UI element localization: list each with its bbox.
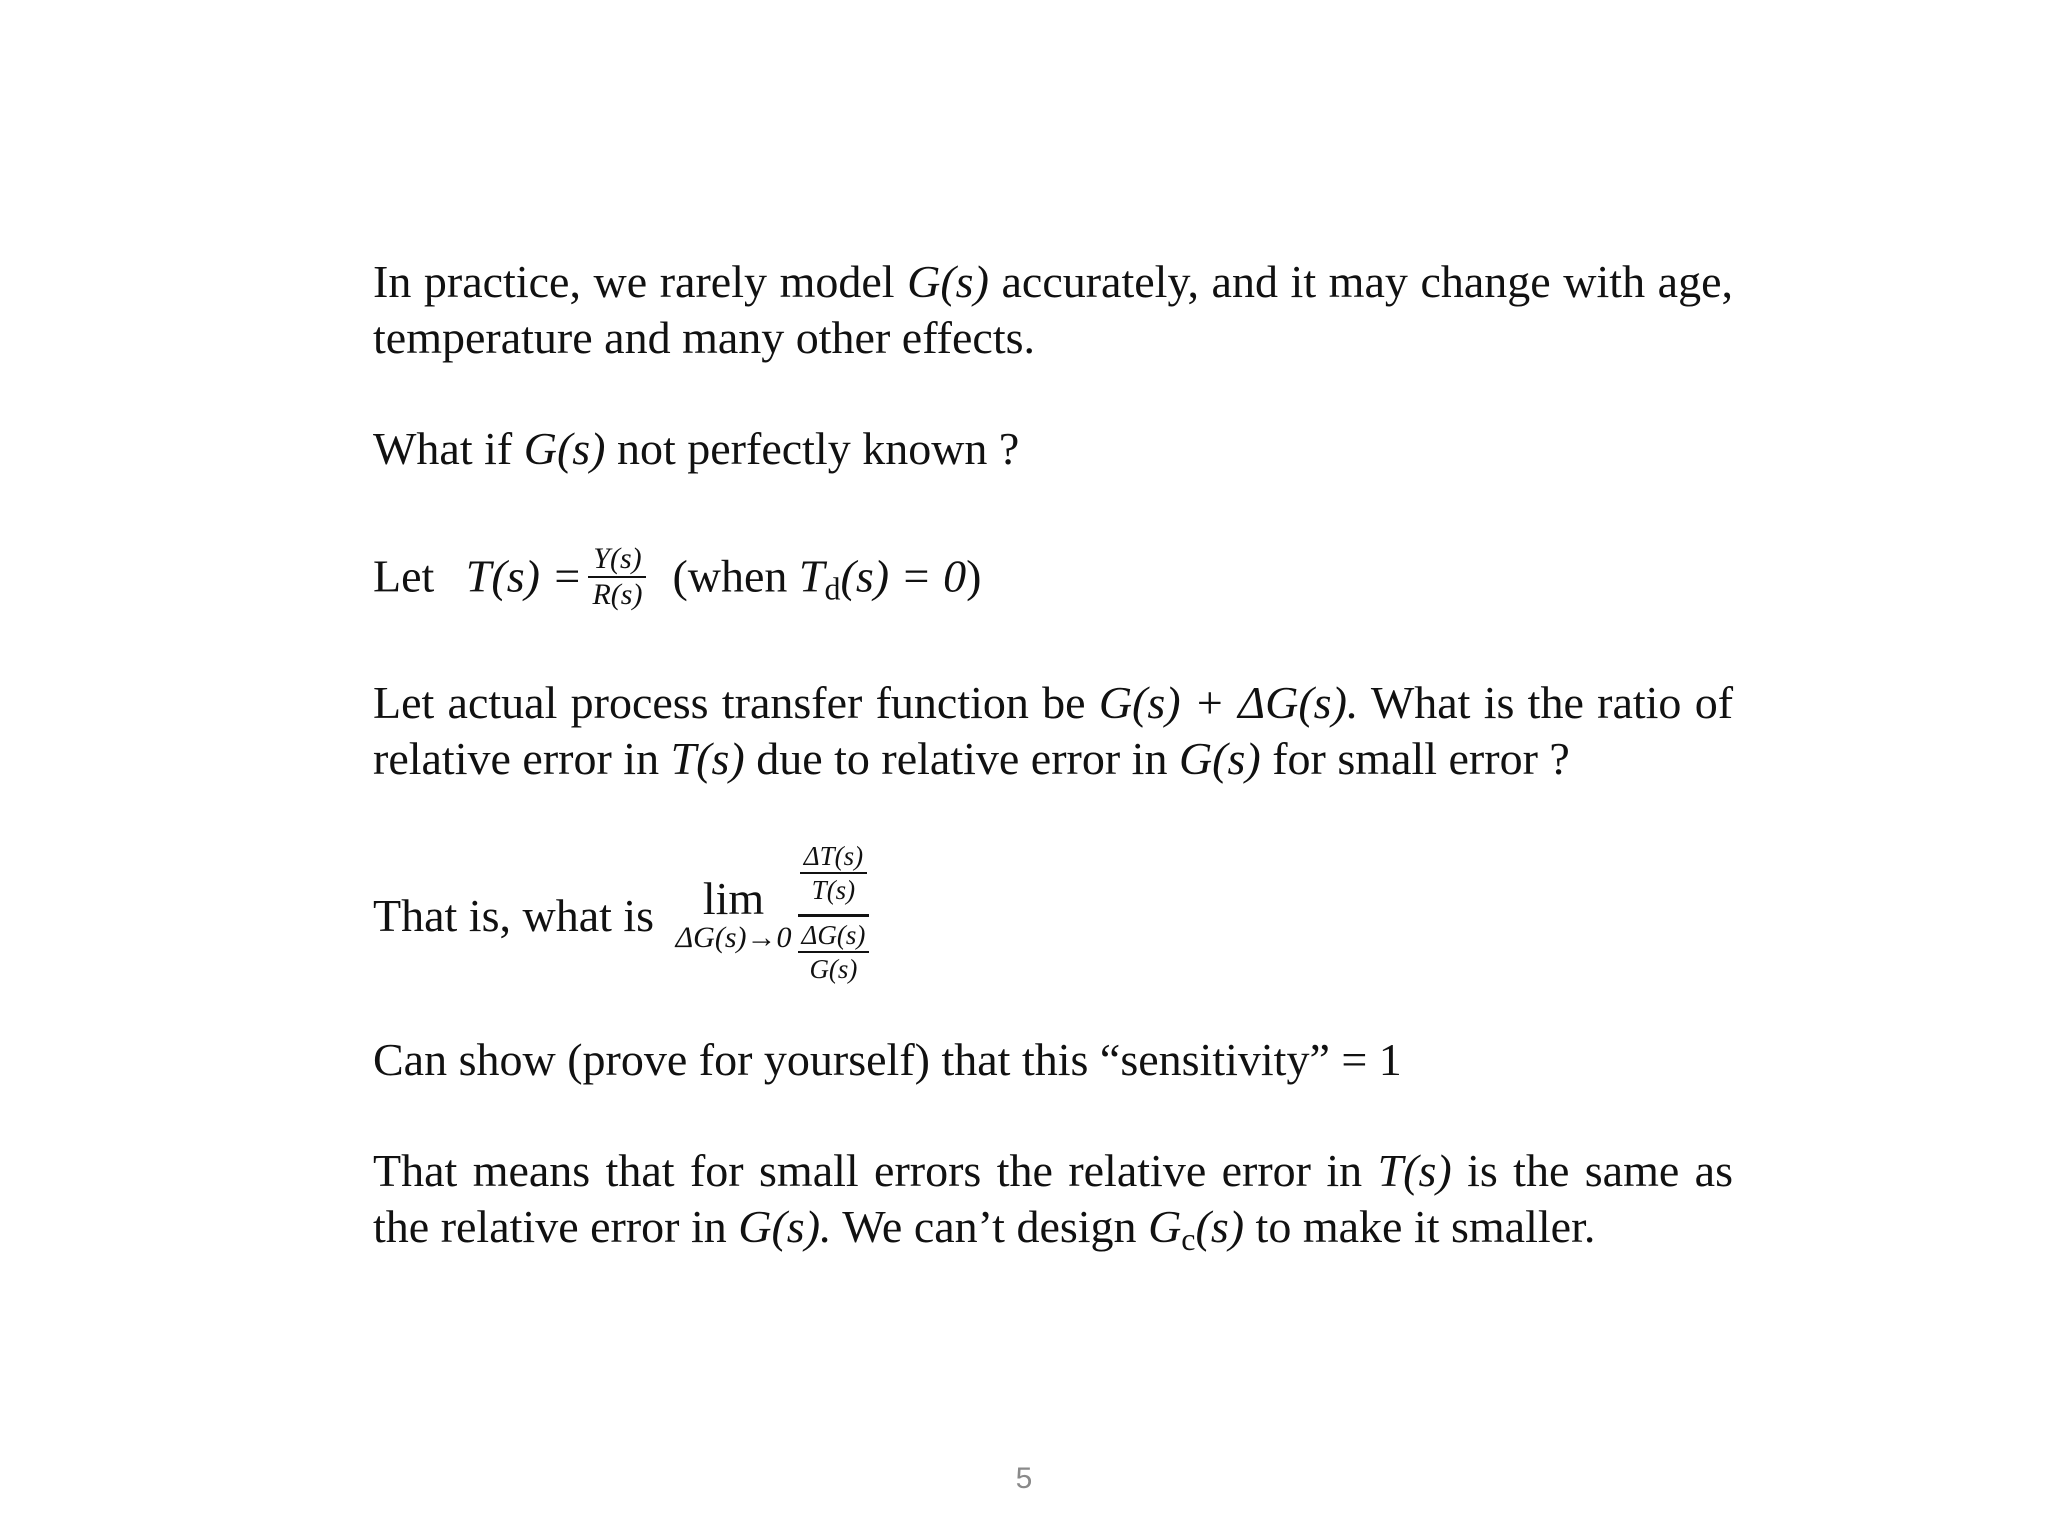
math-of-s: (s) (1195, 1201, 1245, 1252)
math-g-of-s: G(s) (907, 256, 989, 307)
math-subscript-c: c (1181, 1221, 1196, 1257)
text: That is, what is (373, 890, 666, 942)
page-number: 5 (1015, 1462, 1033, 1495)
math-g-of-s: G(s). (738, 1201, 832, 1252)
math-g-of-s: G(s) (1178, 733, 1261, 784)
text: is the same as the relative error in (373, 1145, 1733, 1252)
paragraph-sensitivity (373, 1032, 1733, 1088)
text: ) (966, 550, 982, 602)
math-t-of-s: T(s) (670, 733, 745, 784)
paragraph-conclusion (373, 1143, 1733, 1255)
text: Let (373, 550, 446, 602)
text: for small error ? (1260, 733, 1570, 784)
text: Can show (prove for yourself) that this “sensitivity” (373, 1034, 1342, 1085)
fraction-delta-t-over-t (800, 840, 867, 906)
text: Let actual process transfer function be (373, 677, 1099, 728)
math-g-plus-delta-g: G(s) + ΔG(s). (1098, 677, 1359, 728)
limit-word: lim (702, 872, 765, 924)
text: What is the ratio of relative error in (373, 677, 1734, 784)
sensitivity-denominator (798, 917, 870, 993)
fraction-denominator: T(s) (811, 875, 856, 905)
text: to make it smaller. (1244, 1201, 1596, 1252)
limit-expression (675, 872, 792, 954)
text: accurately, and it may change with age, temperature and many other effects. (373, 256, 1733, 363)
text: That means that for small errors the relative error in (373, 1145, 1378, 1196)
text: (when (672, 550, 799, 602)
math-equals-zero: (s) = 0 (840, 550, 967, 602)
fraction-y-over-r (588, 542, 646, 612)
math-equals-one: = 1 (1341, 1034, 1402, 1085)
fraction-denominator: R(s) (592, 578, 643, 611)
paragraph-limit-question (373, 841, 1733, 997)
paragraph-model-accuracy (373, 254, 1733, 366)
math-t-of-s: T(s) (1377, 1145, 1452, 1196)
sensitivity-numerator (798, 840, 870, 917)
sensitivity-fraction (798, 840, 870, 993)
fraction-numerator: Y(s) (588, 542, 646, 578)
text: In practice, we rarely model (373, 256, 908, 307)
math-t: T (798, 550, 825, 602)
text: due to relative error in (744, 733, 1179, 784)
fraction-numerator: ΔG(s) (798, 919, 870, 953)
text: We can’t design (831, 1201, 1149, 1252)
math-subscript-d: d (824, 570, 841, 607)
math-g-of-s: G(s) (523, 423, 606, 474)
fraction-delta-g-over-g (798, 919, 870, 985)
fraction-denominator: G(s) (809, 954, 858, 984)
text: not perfectly known ? (605, 423, 1020, 474)
limit-condition: ΔG(s)→0 (675, 920, 792, 954)
math-t-of-s: T(s) = (465, 550, 583, 602)
fraction-numerator: ΔT(s) (800, 840, 867, 874)
paragraph-define-t (373, 542, 1733, 616)
math-g: G (1148, 1201, 1182, 1252)
paragraph-actual-process (373, 675, 1733, 787)
paragraph-question (373, 421, 1733, 477)
text: What if (373, 423, 524, 474)
